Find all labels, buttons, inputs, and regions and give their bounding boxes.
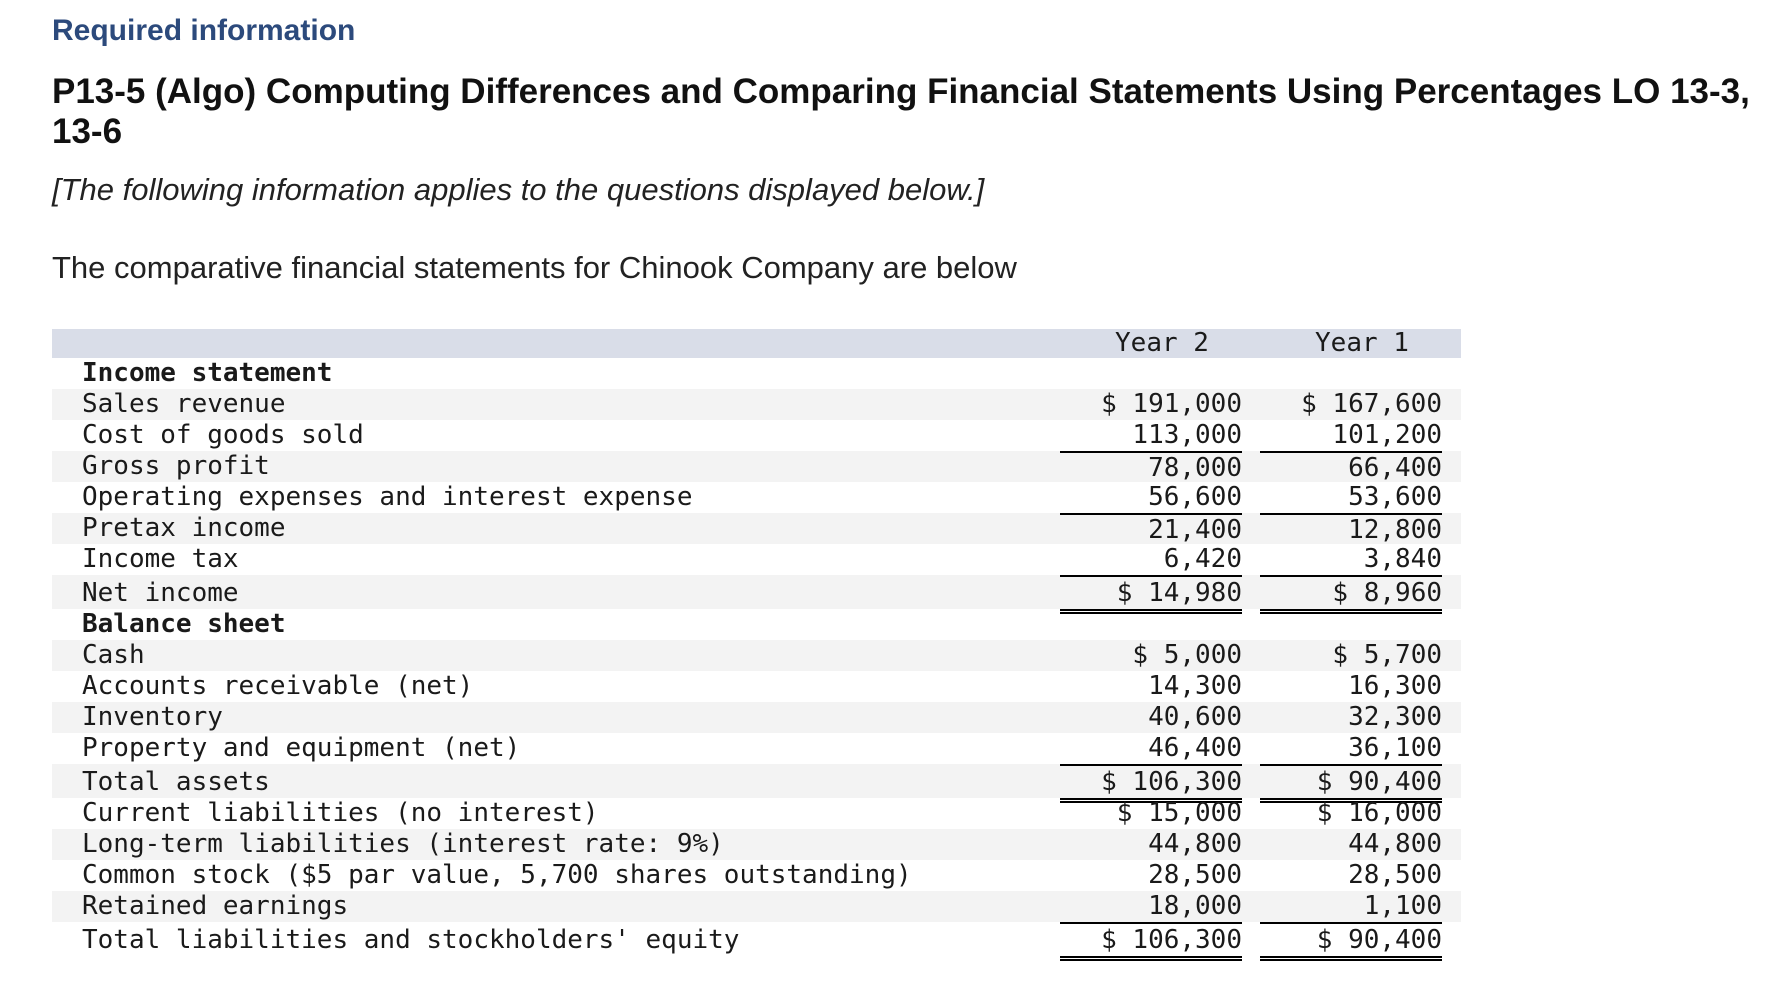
row-label: Inventory — [82, 702, 223, 732]
table-row — [52, 764, 1461, 798]
table-row — [52, 640, 1461, 671]
year-2-value: $ 106,300 — [1060, 764, 1242, 803]
year-1-value: 1,100 — [1363, 891, 1442, 921]
table-row — [52, 389, 1461, 420]
year-2-value: 113,000 — [1132, 420, 1242, 450]
year-1-value: $ 5,700 — [1332, 640, 1442, 670]
row-label: Operating expenses and interest expense — [82, 482, 693, 512]
row-label: Sales revenue — [82, 389, 286, 419]
year-2-value: 78,000 — [1060, 451, 1242, 483]
row-label: Total liabilities and stockholders' equity — [82, 925, 740, 955]
row-label: Cash — [82, 640, 145, 670]
table-row — [52, 513, 1461, 544]
required-information-heading: Required information — [52, 14, 356, 47]
row-label: Cost of goods sold — [82, 420, 364, 450]
year-2-value: 28,500 — [1148, 860, 1242, 890]
year-2-value: $ 106,300 — [1060, 922, 1242, 961]
year-2-value: $ 191,000 — [1101, 389, 1242, 419]
year-1-value: 44,800 — [1348, 829, 1442, 859]
table-row — [52, 671, 1461, 702]
year-2-value: $ 5,000 — [1132, 640, 1242, 670]
year-1-value: 53,600 — [1348, 482, 1442, 512]
year-1-value: $ 90,400 — [1260, 764, 1442, 803]
table-row — [52, 860, 1461, 891]
table-row — [52, 544, 1461, 575]
year-1-value: 66,400 — [1260, 451, 1442, 483]
year-2-value: $ 15,000 — [1116, 798, 1242, 828]
row-label: Net income — [82, 578, 239, 608]
year-1-value: 28,500 — [1348, 860, 1442, 890]
column-year-2: Year 2 — [1115, 328, 1209, 358]
year-2-value: 14,300 — [1148, 671, 1242, 701]
year-1-value: $ 90,400 — [1260, 922, 1442, 961]
year-2-value: 18,000 — [1148, 891, 1242, 921]
year-2-value: 44,800 — [1148, 829, 1242, 859]
row-label: Retained earnings — [82, 891, 349, 921]
year-1-value: 16,300 — [1348, 671, 1442, 701]
instruction-note: [The following information applies to the questions displayed below.] — [52, 172, 985, 207]
row-label: Property and equipment (net) — [82, 733, 521, 763]
year-2-value: 40,600 — [1148, 702, 1242, 732]
year-2-value: 21,400 — [1060, 513, 1242, 545]
year-1-value: $ 167,600 — [1301, 389, 1442, 419]
section-label: Balance sheet — [82, 609, 286, 639]
year-2-value: 6,420 — [1163, 544, 1242, 574]
problem-title: P13-5 (Algo) Computing Differences and Comparing Financial Statements Using Percentages LO 13-3, 13-6 — [52, 72, 1750, 151]
table-row — [52, 420, 1461, 451]
table-row — [52, 798, 1461, 829]
row-label: Common stock ($5 par value, 5,700 shares outstanding) — [82, 860, 912, 890]
table-row — [52, 575, 1461, 609]
table-row — [52, 482, 1461, 513]
year-1-value: 101,200 — [1332, 420, 1442, 450]
row-label: Gross profit — [82, 451, 270, 481]
table-row — [52, 922, 1461, 956]
table-row — [52, 891, 1461, 922]
section-label: Income statement — [82, 358, 333, 388]
year-2-value: $ 14,980 — [1060, 575, 1242, 614]
table-row — [52, 829, 1461, 860]
year-1-value: $ 16,000 — [1316, 798, 1442, 828]
table-row — [52, 451, 1461, 482]
financial-statements-table — [52, 329, 1461, 956]
row-label: Accounts receivable (net) — [82, 671, 474, 701]
year-1-value: 32,300 — [1348, 702, 1442, 732]
row-label: Current liabilities (no interest) — [82, 798, 599, 828]
column-year-1: Year 1 — [1315, 328, 1409, 358]
year-1-value: 3,840 — [1363, 544, 1442, 574]
year-2-value: 56,600 — [1148, 482, 1242, 512]
table-header — [52, 329, 1461, 358]
balance-sheet-heading-row — [52, 609, 1461, 640]
row-label: Income tax — [82, 544, 239, 574]
row-label: Pretax income — [82, 513, 286, 543]
table-row — [52, 733, 1461, 764]
year-1-value: 36,100 — [1348, 733, 1442, 763]
table-row — [52, 702, 1461, 733]
intro-text: The comparative financial statements for Chinook Company are below — [52, 250, 1017, 285]
income-statement-heading-row — [52, 358, 1461, 389]
year-1-value: $ 8,960 — [1260, 575, 1442, 614]
row-label: Long-term liabilities (interest rate: 9%) — [82, 829, 724, 859]
year-1-value: 12,800 — [1260, 513, 1442, 545]
row-label: Total assets — [82, 767, 270, 797]
year-2-value: 46,400 — [1148, 733, 1242, 763]
